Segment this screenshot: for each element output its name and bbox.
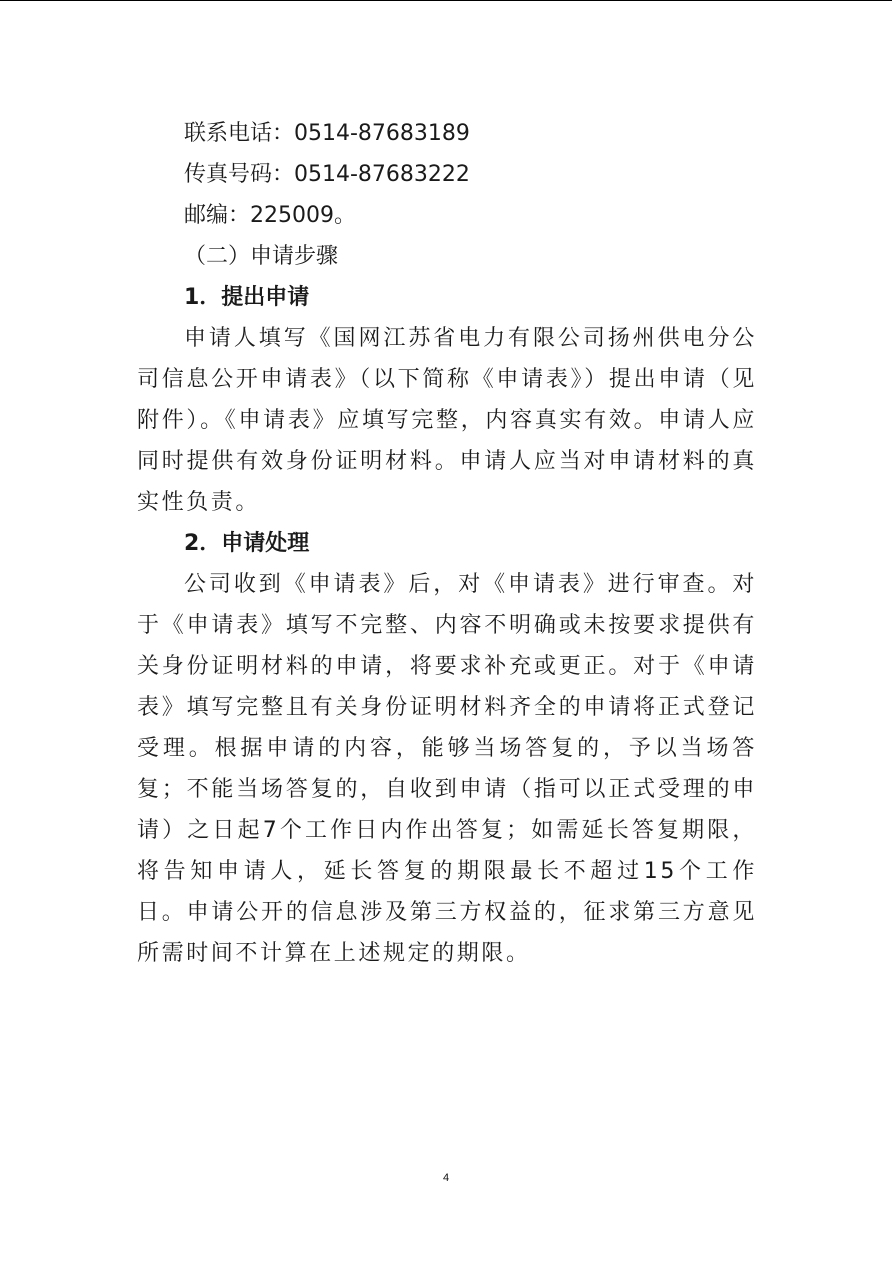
top-border-line: [0, 0, 892, 1]
page-content: [137, 113, 757, 974]
contact-fax: 传真号码：0514-87683222: [184, 162, 470, 187]
page-number: 4: [442, 1172, 450, 1184]
step1-heading: 1．提出申请: [184, 285, 310, 310]
contact-postcode: 邮编：225009。: [184, 203, 356, 228]
step1-paragraph: 申请人填写《国网江苏省电力有限公司扬州供电分公司信息公开申请表》（以下简称《申请表》）提出申请（见附件）。《申请表》应填写完整，内容真实有效。申请人应同时提供有效身份证明材料。申请人应当对申请材料的真实性负责。: [137, 326, 757, 515]
step2-paragraph: 公司收到《申请表》后，对《申请表》进行审查。对于《申请表》填写不完整、内容不明确或未按要求提供有关身份证明材料的申请，将要求补充或更正。对于《申请表》填写完整且有关身份证明材料齐全的申请将正式登记受理。根据申请的内容，能够当场答复的，予以当场答复；不能当场答复的，自收到申请（指可以正式受理的申请）之日起7个工作日内作出答复；如需延长答复期限，将告知申请人，延长答复的期限最长不超过15个工作日。申请公开的信息涉及第三方权益的，征求第三方意见所需时间不计算在上述规定的期限。: [137, 572, 757, 966]
contact-phone: 联系电话：0514-87683189: [184, 121, 470, 146]
section-title: （二）申请步骤: [184, 244, 339, 269]
step2-heading: 2．申请处理: [184, 531, 310, 556]
